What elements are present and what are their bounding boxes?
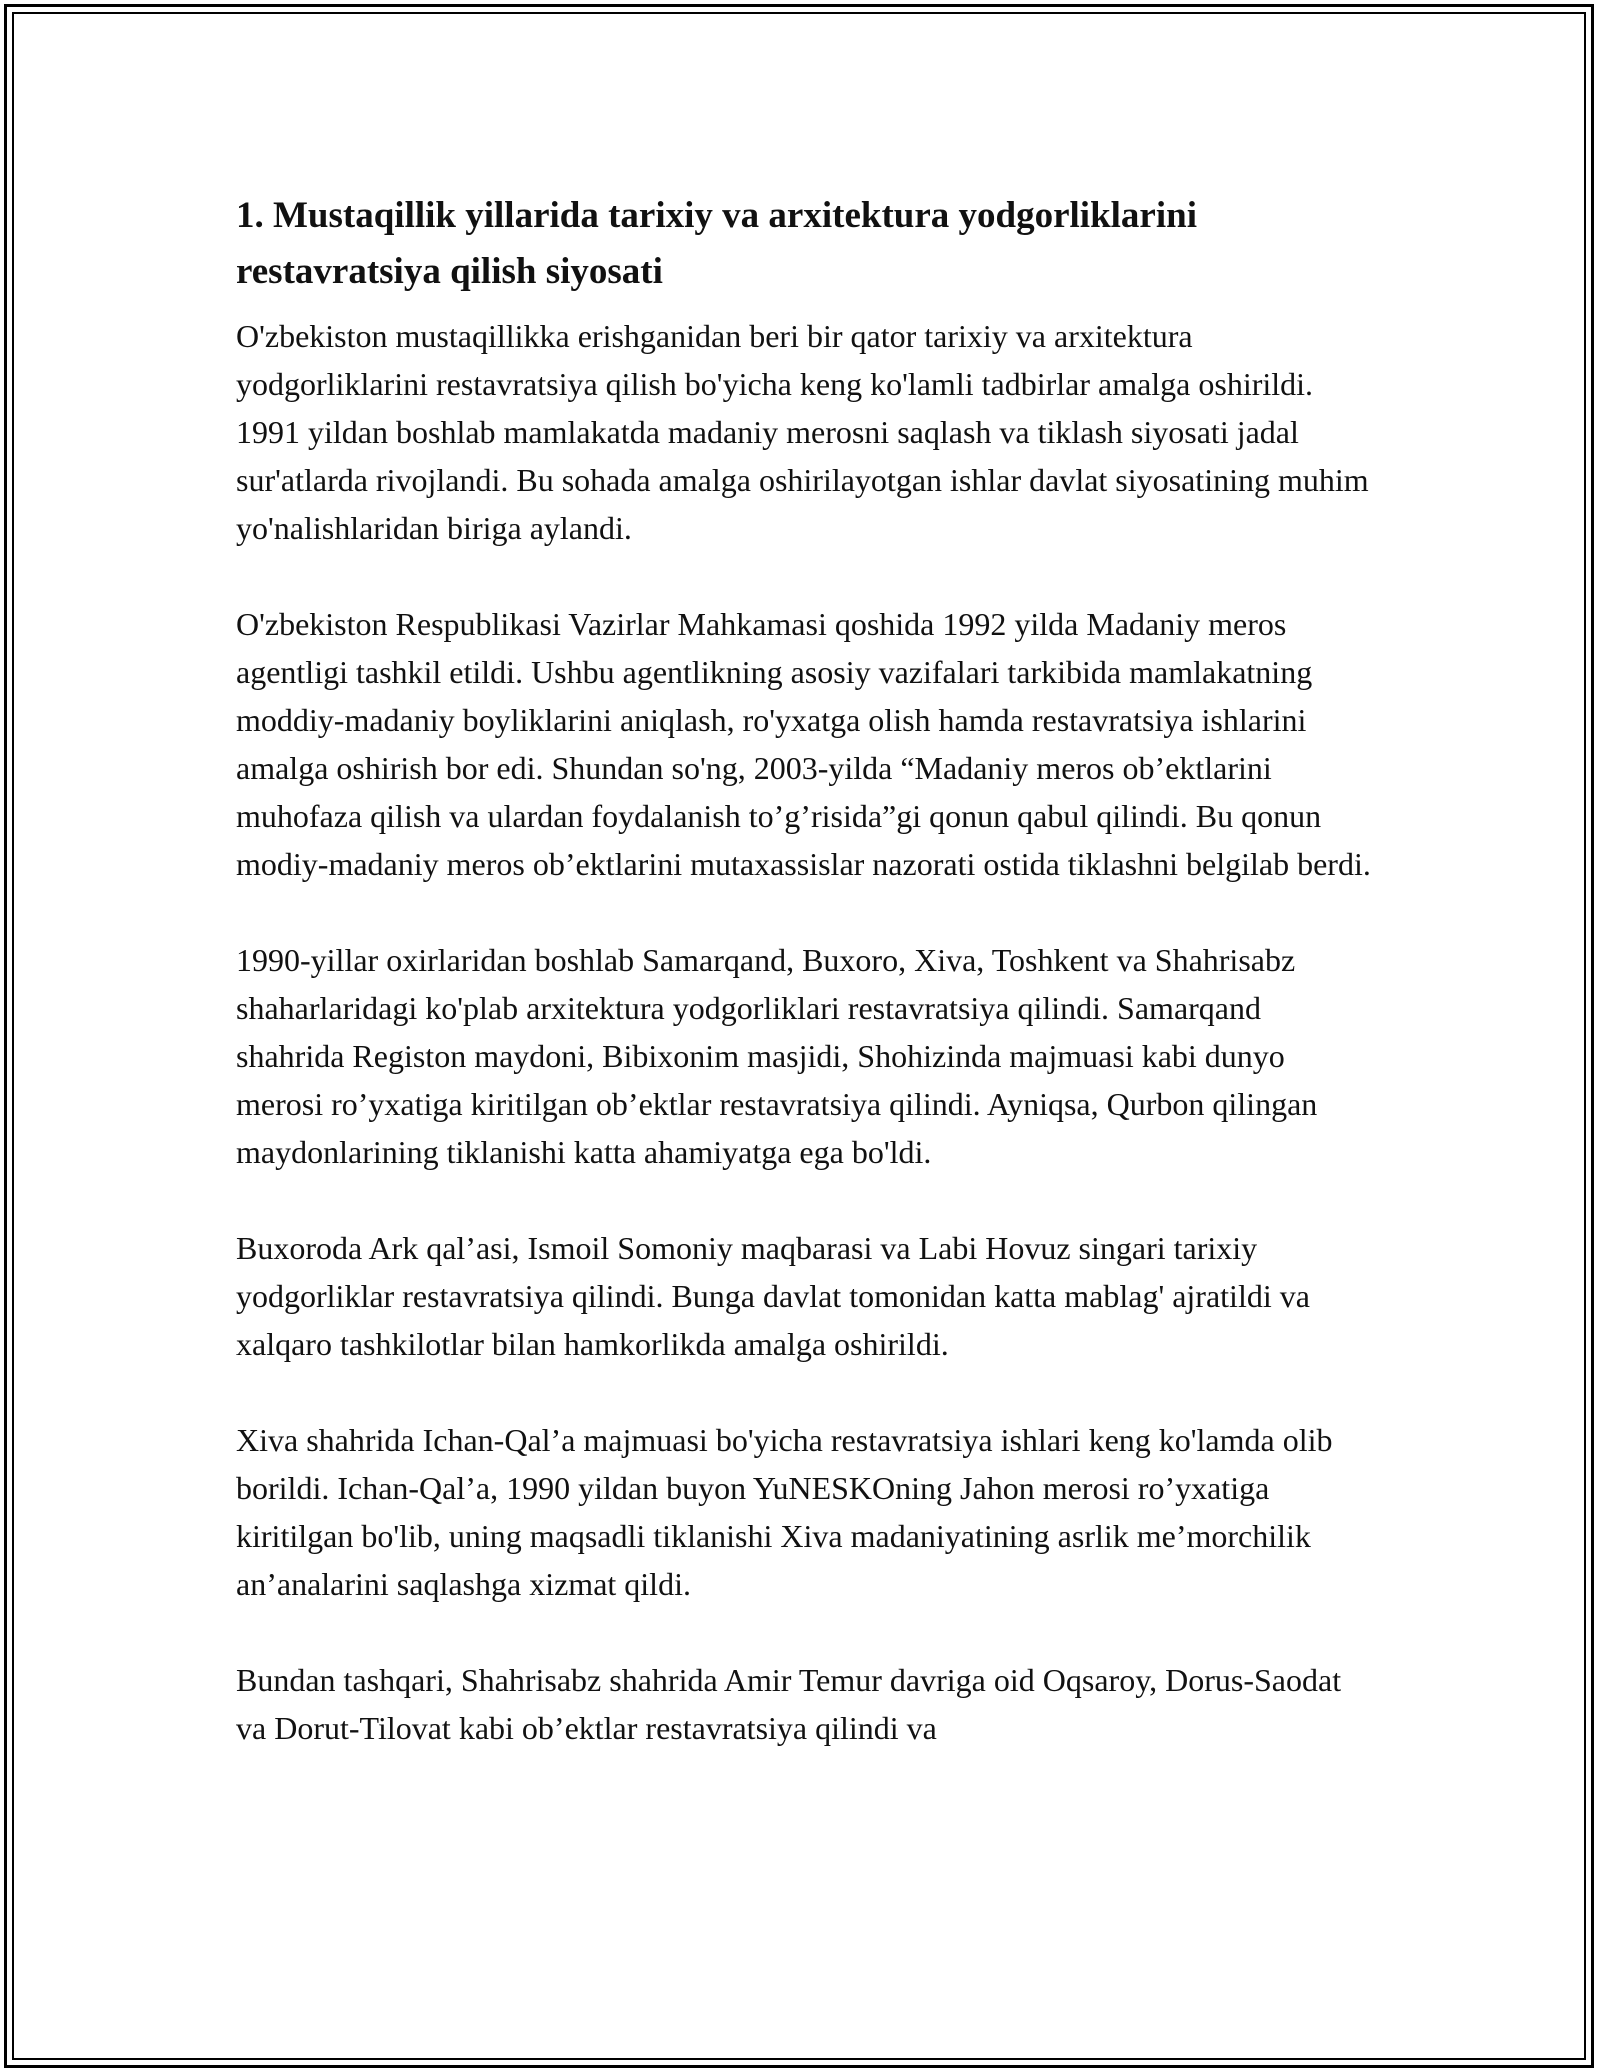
paragraph-independence-restoration: O'zbekiston mustaqillikka erishganidan beri bir qator tarixiy va arxitektura yodgorliklarini restavratsiya qilish bo'yicha keng ko'lamli tadbirlar amalga oshirildi. 1991 yildan boshlab mamlakatda madaniy merosni saqlash va tiklash siyosati jadal sur'atlarda rivojlandi. Bu sohada amalga oshirilayotgan ishlar davlat siyosatining muhim yo'nalishlaridan biriga aylandi.	[236, 318, 1369, 546]
document-page	[236, 188, 1376, 1752]
paragraph-city-monuments: 1990-yillar oxirlaridan boshlab Samarqand, Buxoro, Xiva, Toshkent va Shahrisabz shaharlaridagi ko'plab arxitektura yodgorliklari restavratsiya qilindi. Samarqand shahrida Registon maydoni, Bibixonim masjidi, Shohizinda majmuasi kabi dunyo merosi ro’yxatiga kiritilgan ob’ektlar restavratsiya qilindi. Ayniqsa, Qurbon qilingan maydonlarining tiklanishi katta ahamiyatga ega bo'ldi.	[236, 942, 1318, 1170]
paragraph-khiva: Xiva shahrida Ichan-Qal’a majmuasi bo'yicha restavratsiya ishlari keng ko'lamda olib borildi. Ichan-Qal’a, 1990 yildan buyon YuNESKOning Jahon merosi ro’yxatiga kiritilgan bo'lib, uning maqsadli tiklanishi Xiva madaniyatining asrlik me’morchilik an’analarini saqlashga xizmat qildi.	[236, 1422, 1333, 1602]
paragraph-cultural-heritage-agency: O'zbekiston Respublikasi Vazirlar Mahkamasi qoshida 1992 yilda Madaniy meros agentligi tashkil etildi. Ushbu agentlikning asosiy vazifalari tarkibida mamlakatning moddiy-madaniy boyliklarini aniqlash, ro'yxatga olish hamda restavratsiya ishlarini amalga oshirish bor edi. Shundan so'ng, 2003-yilda “Madaniy meros ob’ektlarini muhofaza qilish va ulardan foydalanish to’g’risida”gi qonun qabul qilindi. Bu qonun modiy-madaniy meros ob’ektlarini mutaxassislar nazorati ostida tiklashni belgilab berdi.	[236, 606, 1371, 882]
section-heading: 1. Mustaqillik yillarida tarixiy va arxitektura yodgorliklarini restavratsiya qilish siyosati	[236, 195, 1197, 292]
paragraph-bukhara: Buxoroda Ark qal’asi, Ismoil Somoniy maqbarasi va Labi Hovuz singari tarixiy yodgorliklar restavratsiya qilindi. Bunga davlat tomonidan katta mablag' ajratildi va xalqaro tashkilotlar bilan hamkorlikda amalga oshirildi.	[236, 1230, 1310, 1362]
paragraph-shahrisabz: Bundan tashqari, Shahrisabz shahrida Amir Temur davriga oid Oqsaroy, Dorus-Saodat va Dorut-Tilovat kabi ob’ektlar restavratsiya qilindi va	[236, 1662, 1342, 1746]
